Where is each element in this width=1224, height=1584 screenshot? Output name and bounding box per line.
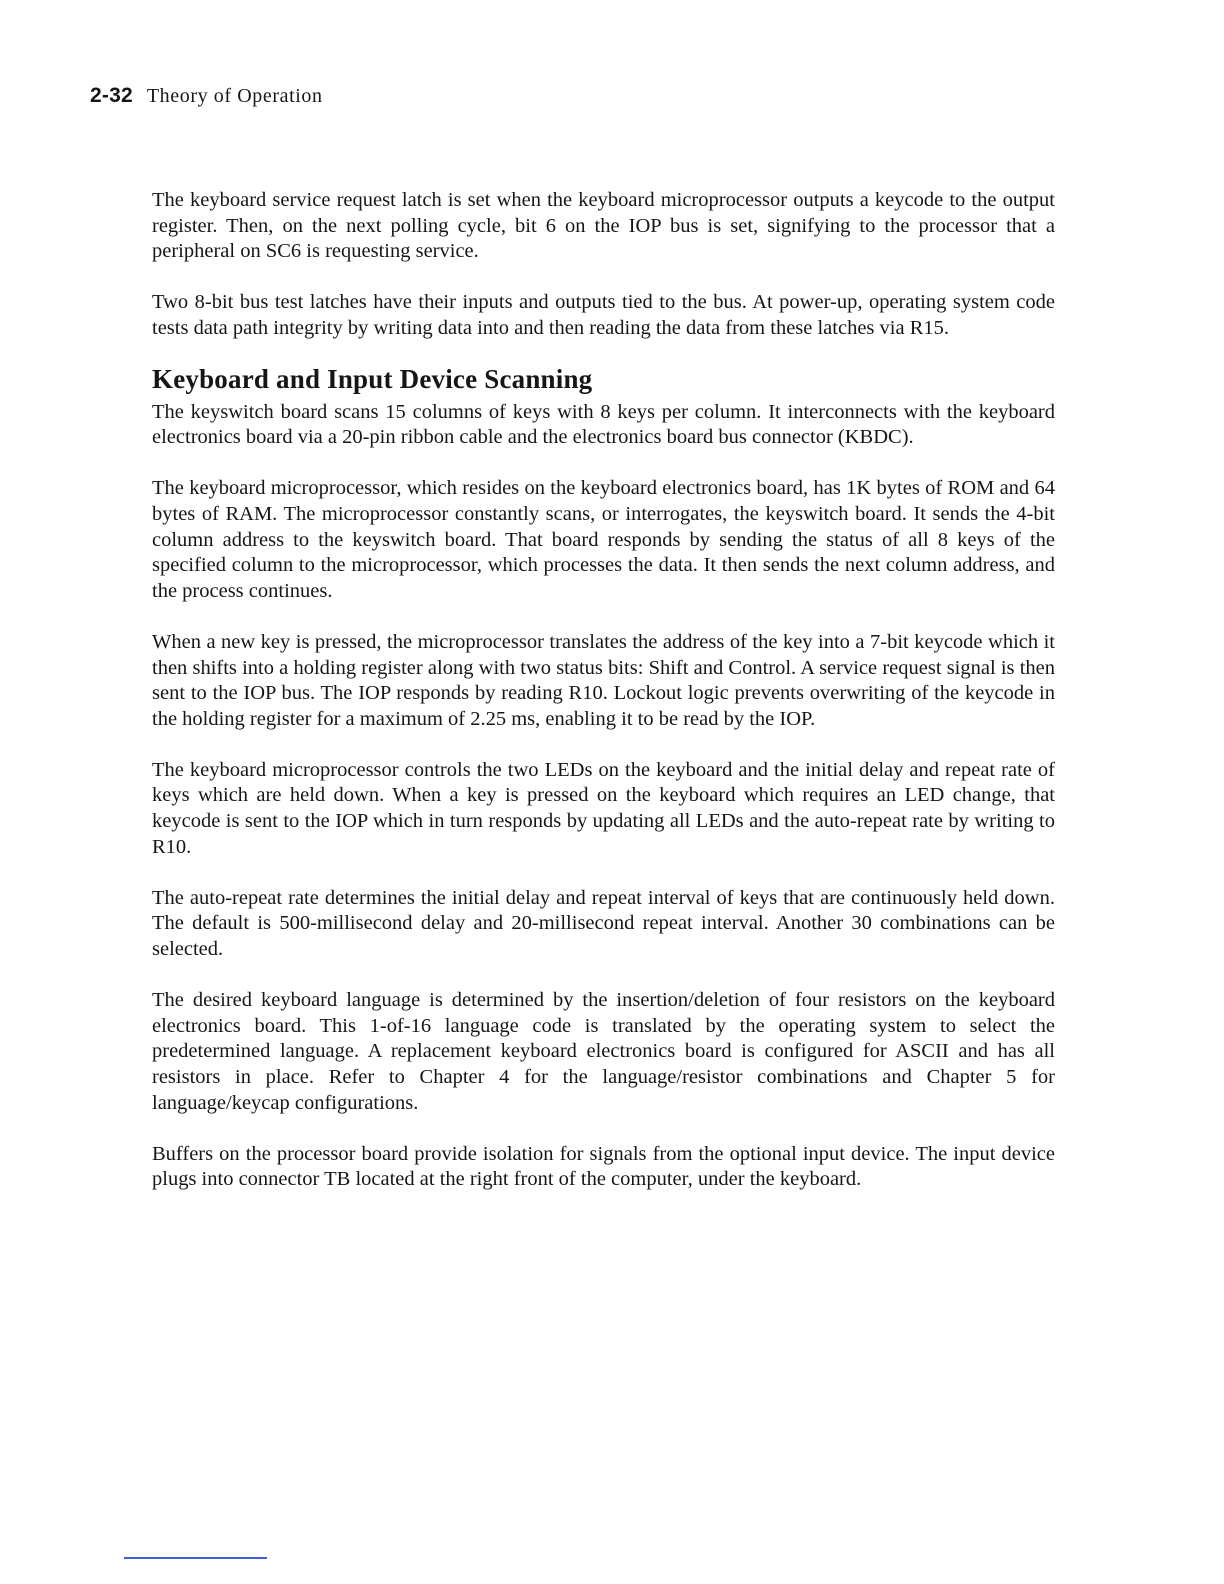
page-number: 2-32 (90, 84, 133, 107)
paragraph-keyswitch-board: The keyswitch board scans 15 columns of keys with 8 keys per column. It interconnects with the keyboard electronics board via a 20-pin ribbon cable and the electronics board bus connector (KBDC). (152, 400, 1055, 449)
section-title: Theory of Operation (146, 85, 323, 107)
paragraph-new-key-pressed: When a new key is pressed, the microprocessor translates the address of the key into a 7-bit keycode which it then shifts into a holding register along with two status bits: Shift and Control. A service request signal is then sent to the IOP bus. The IOP responds by reading R10. Lockout logic prevents overwriting of the keycode in the holding register for a maximum of 2.25 ms, enabling it to be read by the IOP. (152, 630, 1055, 730)
paragraph-input-device-buffers: Buffers on the processor board provide isolation for signals from the optional input device. The input device plugs into connector TB located at the right front of the computer, under the keyboard. (152, 1142, 1055, 1191)
section-heading: Keyboard and Input Device Scanning (152, 363, 593, 394)
paragraph-bus-test-latches: Two 8-bit bus test latches have their inputs and outputs tied to the bus. At power-up, operating system code tests data path integrity by writing data into and then reading the data from these latches via R15. (152, 291, 1055, 339)
paragraph-auto-repeat-rate: The auto-repeat rate determines the initial delay and repeat interval of keys that are continuously held down. The default is 500-millisecond delay and 20-millisecond repeat interval. Another 30 combinations can be selected. (152, 886, 1055, 961)
paragraph-service-request-latch: The keyboard service request latch is set when the keyboard microprocessor outputs a keycode to the output register. Then, on the next polling cycle, bit 6 on the IOP bus is set, signifying to the processor that a peripheral on SC6 is requesting service. (152, 189, 1055, 263)
bottom-blue-rule (124, 1557, 267, 1559)
paragraph-keyboard-microprocessor: The keyboard microprocessor, which resides on the keyboard electronics board, has 1K bytes of ROM and 64 bytes of RAM. The microprocessor constantly scans, or interrogates, the keyswitch board. It sends the 4-bit column address to the keyswitch board. That board responds by sending the status of all 8 keys of the specified column to the microprocessor, which processes the data. It then sends the next column address, and the process continues. (152, 477, 1055, 602)
paragraph-led-control: The keyboard microprocessor controls the two LEDs on the keyboard and the initial delay and repeat rate of keys which are held down. When a key is pressed on the keyboard which requires an LED change, that keycode is sent to the IOP which in turn responds by updating all LEDs and the auto-repeat rate by writing to R10. (152, 758, 1055, 858)
page-content (152, 188, 1055, 1193)
paragraph-keyboard-language: The desired keyboard language is determined by the insertion/deletion of four resistors on the keyboard electronics board. This 1-of-16 language code is translated by the operating system to select the predetermined language. A replacement keyboard electronics board is configured for ASCII and has all resistors in place. Refer to Chapter 4 for the language/resistor combinations and Chapter 5 for language/keycap configurations. (152, 989, 1055, 1114)
running-head (90, 84, 323, 114)
